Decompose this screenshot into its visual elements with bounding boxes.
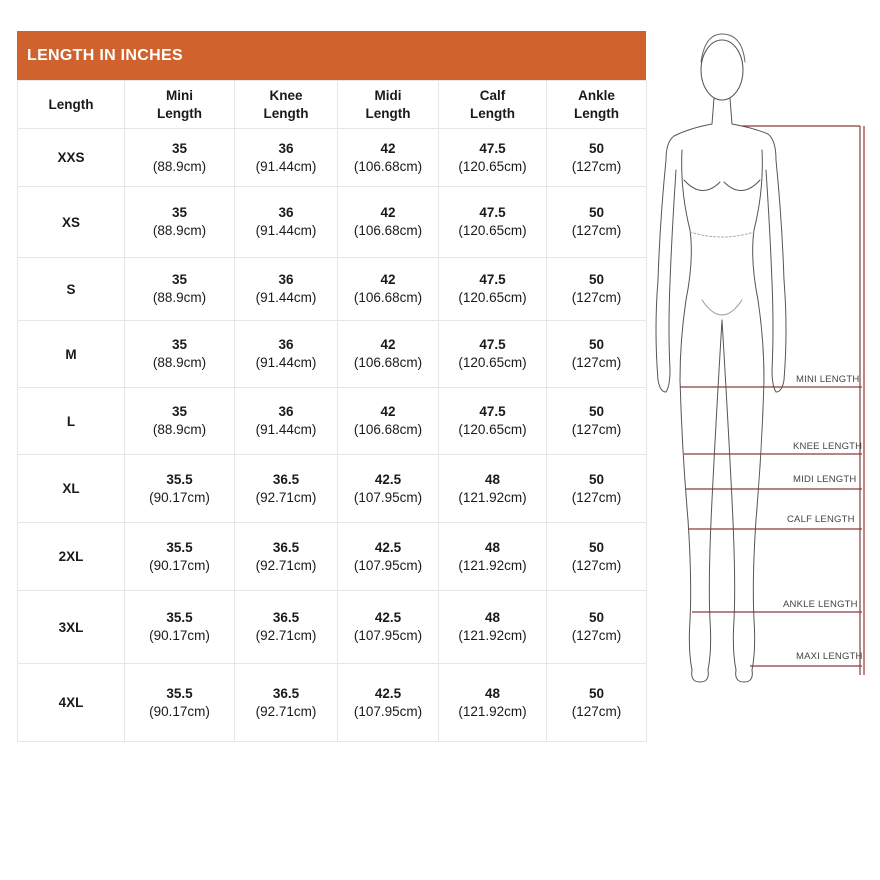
label-ankle-length: ANKLE LENGTH bbox=[783, 599, 858, 610]
length-cell bbox=[547, 455, 647, 523]
length-cell bbox=[547, 664, 647, 742]
length-inches: 50 bbox=[588, 337, 605, 352]
length-inches: 35 bbox=[171, 404, 188, 419]
length-cm: (127cm) bbox=[571, 223, 622, 238]
length-inches: 35 bbox=[171, 337, 188, 352]
length-cm: (121.92cm) bbox=[458, 628, 527, 643]
length-cell bbox=[125, 591, 235, 664]
length-inches: 50 bbox=[588, 272, 605, 287]
length-table bbox=[17, 80, 647, 742]
length-cm: (106.68cm) bbox=[353, 290, 423, 305]
length-inches: 36 bbox=[278, 272, 294, 287]
length-cm: (88.9cm) bbox=[152, 290, 207, 305]
size-label: L bbox=[18, 388, 125, 455]
table-row bbox=[18, 321, 647, 388]
length-cm: (107.95cm) bbox=[353, 489, 423, 505]
length-cell bbox=[547, 258, 647, 321]
length-cm: (107.95cm) bbox=[353, 628, 423, 643]
length-cell bbox=[439, 321, 547, 388]
table-row bbox=[18, 523, 647, 591]
length-cell bbox=[125, 321, 235, 388]
length-cm: (127cm) bbox=[571, 557, 622, 573]
length-inches: 36.5 bbox=[272, 539, 300, 555]
length-inches: 42 bbox=[380, 140, 396, 156]
length-cell bbox=[235, 258, 338, 321]
length-cell bbox=[338, 591, 439, 664]
header-row bbox=[18, 81, 647, 129]
length-inches: 42 bbox=[380, 404, 396, 419]
length-cm: (127cm) bbox=[571, 489, 622, 505]
length-inches: 42.5 bbox=[374, 471, 402, 487]
length-inches: 47.5 bbox=[479, 140, 506, 156]
length-inches: 42 bbox=[380, 272, 396, 287]
length-inches: 48 bbox=[484, 539, 501, 555]
length-inches: 36 bbox=[278, 337, 294, 352]
length-cm: (120.65cm) bbox=[458, 223, 527, 238]
size-label: XXS bbox=[18, 129, 125, 187]
length-cm: (127cm) bbox=[571, 628, 622, 643]
size-label: 2XL bbox=[18, 523, 125, 591]
length-cm: (92.71cm) bbox=[255, 703, 317, 719]
size-label: XL bbox=[18, 455, 125, 523]
length-inches: 47.5 bbox=[479, 404, 506, 419]
header-midi: Midi Length bbox=[338, 81, 439, 129]
length-guides bbox=[680, 126, 864, 675]
length-inches: 42.5 bbox=[374, 610, 402, 625]
chart-title: LENGTH IN INCHES bbox=[27, 46, 183, 64]
length-inches: 50 bbox=[588, 471, 605, 487]
length-inches: 36 bbox=[278, 205, 294, 220]
length-cm: (120.65cm) bbox=[458, 290, 527, 305]
length-inches: 42.5 bbox=[374, 539, 402, 555]
length-inches: 36 bbox=[278, 140, 294, 156]
length-cell bbox=[235, 591, 338, 664]
length-cm: (127cm) bbox=[571, 422, 622, 437]
length-cm: (121.92cm) bbox=[458, 703, 527, 719]
length-cm: (127cm) bbox=[571, 290, 622, 305]
length-inches: 50 bbox=[588, 205, 605, 220]
length-inches: 36 bbox=[278, 404, 294, 419]
croquis-illustration bbox=[650, 20, 880, 690]
length-cell bbox=[547, 591, 647, 664]
size-label: M bbox=[18, 321, 125, 388]
length-cell bbox=[439, 591, 547, 664]
length-inches: 47.5 bbox=[479, 337, 506, 352]
length-inches: 50 bbox=[588, 539, 605, 555]
table-row bbox=[18, 664, 647, 742]
length-cm: (106.68cm) bbox=[353, 223, 423, 238]
length-cm: (92.71cm) bbox=[255, 557, 317, 573]
length-cm: (92.71cm) bbox=[255, 489, 317, 505]
length-cell bbox=[338, 388, 439, 455]
length-inches: 35.5 bbox=[166, 539, 193, 555]
table-row bbox=[18, 388, 647, 455]
length-cell bbox=[547, 321, 647, 388]
size-label: 3XL bbox=[18, 591, 125, 664]
table-row bbox=[18, 455, 647, 523]
header-mini: Mini Length bbox=[125, 81, 235, 129]
label-midi-length: MIDI LENGTH bbox=[793, 474, 857, 485]
length-cm: (127cm) bbox=[571, 158, 622, 174]
length-cell bbox=[439, 664, 547, 742]
label-maxi-length: MAXI LENGTH bbox=[796, 651, 863, 662]
length-cell bbox=[439, 523, 547, 591]
length-cell bbox=[338, 455, 439, 523]
length-cell bbox=[235, 523, 338, 591]
length-cm: (127cm) bbox=[571, 703, 622, 719]
length-inches: 36.5 bbox=[272, 471, 300, 487]
length-cm: (120.65cm) bbox=[458, 355, 527, 370]
label-calf-length: CALF LENGTH bbox=[787, 514, 855, 525]
length-inches: 35.5 bbox=[166, 471, 193, 487]
length-cm: (88.9cm) bbox=[152, 158, 207, 174]
length-cell bbox=[439, 129, 547, 187]
length-cell bbox=[235, 187, 338, 258]
length-cell bbox=[235, 664, 338, 742]
length-inches: 35 bbox=[171, 205, 188, 220]
head-shape bbox=[701, 40, 743, 100]
length-cm: (127cm) bbox=[571, 355, 622, 370]
length-cm: (120.65cm) bbox=[458, 158, 527, 174]
length-cm: (90.17cm) bbox=[149, 703, 210, 719]
length-inches: 48 bbox=[484, 471, 501, 487]
length-cm: (91.44cm) bbox=[255, 422, 317, 437]
length-cm: (91.44cm) bbox=[255, 355, 317, 370]
length-inches: 42.5 bbox=[374, 685, 402, 701]
header-ankle: Ankle Length bbox=[547, 81, 647, 129]
length-cell bbox=[338, 258, 439, 321]
header-length: Length bbox=[18, 81, 125, 129]
length-inches: 35 bbox=[171, 140, 188, 156]
table-row bbox=[18, 129, 647, 187]
length-cell bbox=[439, 455, 547, 523]
length-inches: 35 bbox=[171, 272, 188, 287]
length-inches: 42 bbox=[380, 205, 396, 220]
length-cell bbox=[125, 258, 235, 321]
length-inches: 36.5 bbox=[272, 685, 300, 701]
chart-title-banner bbox=[17, 31, 646, 80]
length-cm: (121.92cm) bbox=[458, 557, 527, 573]
length-inches: 50 bbox=[588, 404, 605, 419]
length-cell bbox=[338, 129, 439, 187]
length-cell bbox=[235, 388, 338, 455]
size-label: 4XL bbox=[18, 664, 125, 742]
length-cell bbox=[338, 523, 439, 591]
length-cm: (106.68cm) bbox=[353, 158, 423, 174]
length-inches: 35.5 bbox=[166, 685, 193, 701]
length-cell bbox=[125, 455, 235, 523]
length-inches: 36.5 bbox=[272, 610, 300, 625]
length-cell bbox=[338, 664, 439, 742]
header-calf: Calf Length bbox=[439, 81, 547, 129]
length-cell bbox=[125, 187, 235, 258]
length-inches: 47.5 bbox=[479, 205, 506, 220]
length-cm: (90.17cm) bbox=[149, 489, 210, 505]
length-cm: (88.9cm) bbox=[152, 422, 207, 437]
length-cell bbox=[125, 388, 235, 455]
length-inches: 47.5 bbox=[479, 272, 506, 287]
size-label: S bbox=[18, 258, 125, 321]
length-cell bbox=[338, 187, 439, 258]
length-cell bbox=[439, 258, 547, 321]
length-cm: (91.44cm) bbox=[255, 223, 317, 238]
length-cm: (106.68cm) bbox=[353, 355, 423, 370]
length-inches: 35.5 bbox=[166, 610, 193, 625]
length-inches: 42 bbox=[380, 337, 396, 352]
length-cm: (91.44cm) bbox=[255, 290, 317, 305]
length-cm: (88.9cm) bbox=[152, 223, 207, 238]
table-row bbox=[18, 258, 647, 321]
length-inches: 50 bbox=[588, 610, 605, 625]
length-cm: (120.65cm) bbox=[458, 422, 527, 437]
length-cm: (90.17cm) bbox=[149, 557, 210, 573]
size-label: XS bbox=[18, 187, 125, 258]
length-cell bbox=[125, 523, 235, 591]
length-cell bbox=[235, 129, 338, 187]
length-cm: (90.17cm) bbox=[149, 628, 210, 643]
length-cell bbox=[235, 321, 338, 388]
length-cm: (92.71cm) bbox=[255, 628, 317, 643]
table-row bbox=[18, 591, 647, 664]
table-row bbox=[18, 187, 647, 258]
size-chart bbox=[17, 31, 646, 742]
length-cell bbox=[547, 523, 647, 591]
length-cell bbox=[439, 388, 547, 455]
body-figure bbox=[650, 20, 880, 690]
length-inches: 48 bbox=[484, 685, 501, 701]
length-inches: 50 bbox=[588, 140, 605, 156]
label-knee-length: KNEE LENGTH bbox=[793, 441, 863, 452]
header-knee: Knee Length bbox=[235, 81, 338, 129]
length-cm: (121.92cm) bbox=[458, 489, 527, 505]
length-inches: 50 bbox=[588, 685, 605, 701]
length-cell bbox=[547, 129, 647, 187]
length-cell bbox=[439, 187, 547, 258]
label-mini-length: MINI LENGTH bbox=[796, 374, 860, 385]
length-cm: (88.9cm) bbox=[152, 355, 207, 370]
length-cm: (107.95cm) bbox=[353, 703, 423, 719]
length-inches: 48 bbox=[484, 610, 501, 625]
length-cell bbox=[235, 455, 338, 523]
length-cell bbox=[547, 388, 647, 455]
length-cell bbox=[125, 129, 235, 187]
length-cm: (106.68cm) bbox=[353, 422, 423, 437]
length-cm: (107.95cm) bbox=[353, 557, 423, 573]
length-cell bbox=[547, 187, 647, 258]
length-cm: (91.44cm) bbox=[255, 158, 317, 174]
length-cell bbox=[125, 664, 235, 742]
length-cell bbox=[338, 321, 439, 388]
